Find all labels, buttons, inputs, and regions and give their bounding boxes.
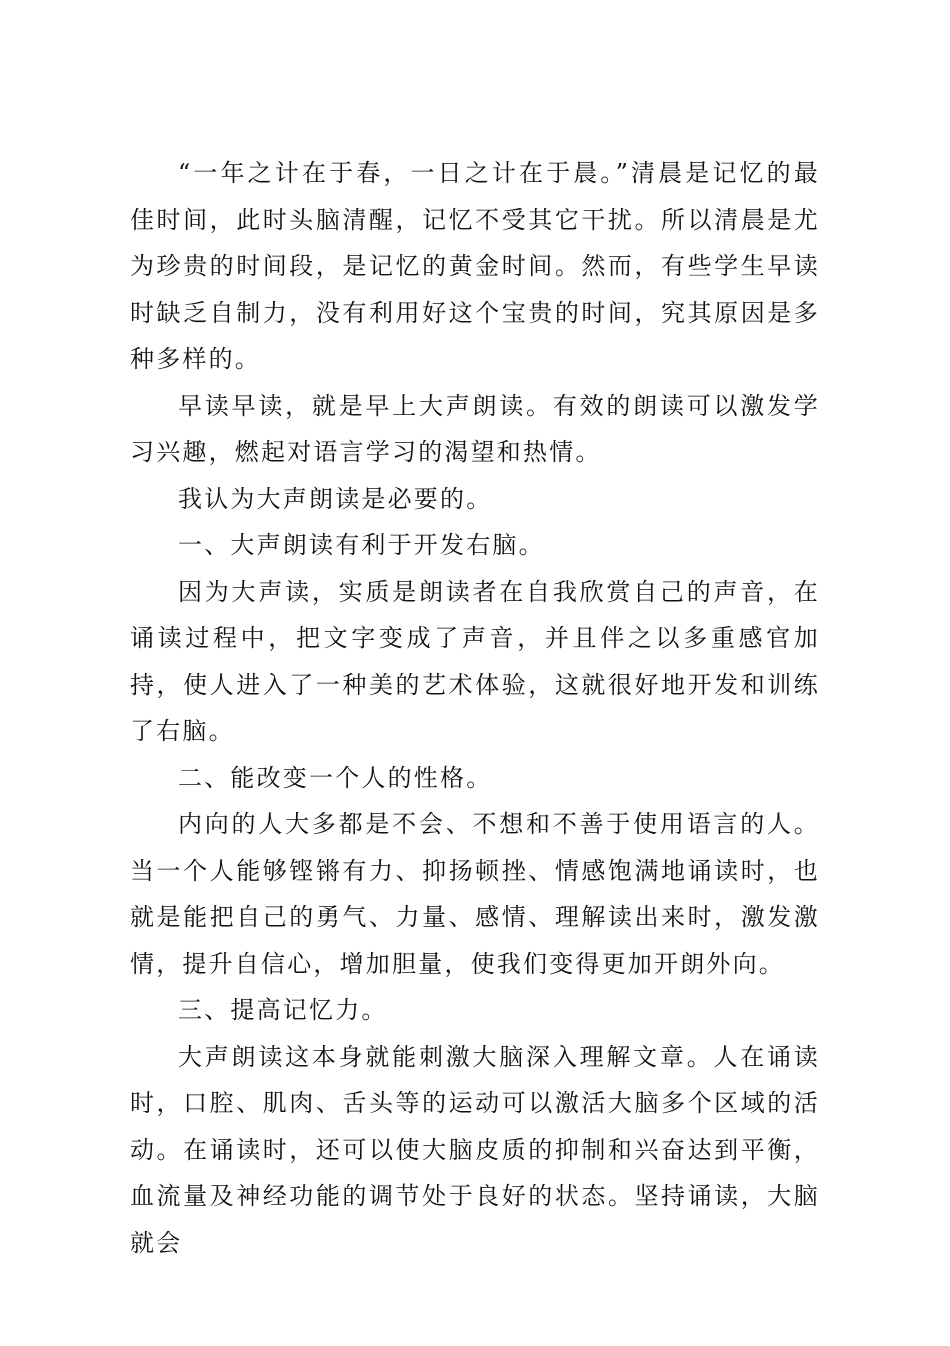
heading-point-two: 二、能改变一个人的性格。 (178, 763, 493, 792)
document-body (130, 150, 820, 1266)
paragraph-point-two: 内向的人大多都是不会、不想和不善于使用语言的人。当一个人能够铿锵有力、抑扬顿挫、情感饱满地诵读时，也就是能把自己的勇气、力量、感情、理解读出来时，激发激情，提升自信心，增加胆量，使我们变得更加开朗外向。 (130, 810, 820, 978)
paragraph-intro: “一年之计在于春，一日之计在于晨。”清晨是记忆的最佳时间，此时头脑清醒，记忆不受其它干扰。所以清晨是尤为珍贵的时间段，是记忆的黄金时间。然而，有些学生早读时缺乏自制力，没有利用好这个宝贵的时间，究其原因是多种多样的。 (130, 159, 820, 373)
paragraph-point-three: 大声朗读这本身就能刺激大脑深入理解文章。人在诵读时，口腔、肌肉、舌头等的运动可以激活大脑多个区域的活动。在诵读时，还可以使大脑皮质的抑制和兴奋达到平衡，血流量及神经功能的调节处于良好的状态。坚持诵读，大脑就会 (130, 1042, 820, 1257)
paragraph-thesis: 我认为大声朗读是必要的。 (178, 484, 493, 513)
heading-point-one: 一、大声朗读有利于开发右脑。 (178, 531, 545, 559)
heading-point-three: 三、提高记忆力。 (178, 996, 388, 1024)
paragraph-point-one: 因为大声读，实质是朗读者在自我欣赏自己的声音，在诵读过程中，把文字变成了声音，并且伴之以多重感官加持，使人进入了一种美的艺术体验，这就很好地开发和训练了右脑。 (130, 577, 820, 745)
paragraph-morning-reading: 早读早读，就是早上大声朗读。有效的朗读可以激发学习兴趣，燃起对语言学习的渴望和热情。 (130, 391, 820, 466)
